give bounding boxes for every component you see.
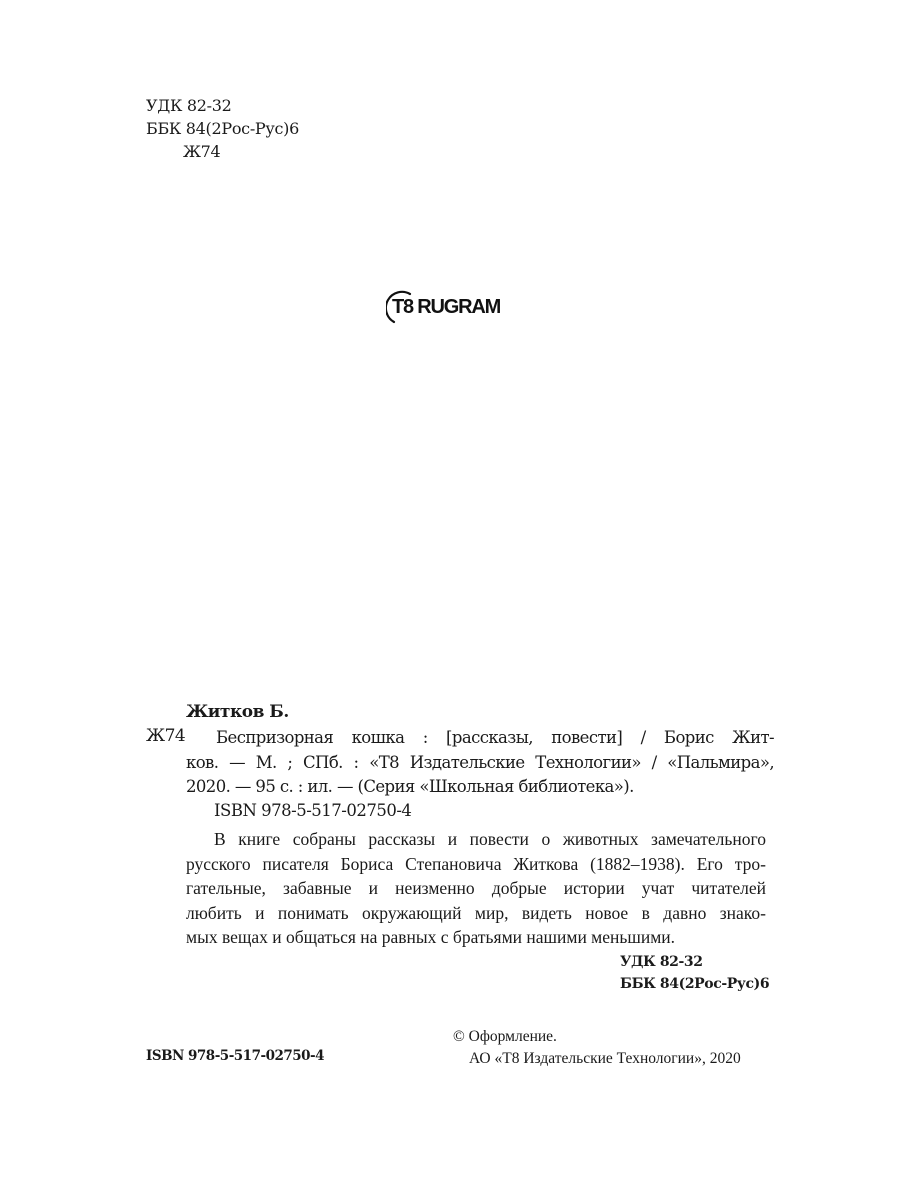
author-mark: Ж74 [183, 142, 221, 161]
catalog-author-mark: Ж74 [146, 726, 186, 746]
annotation-line: В книге собраны рассказы и повести о животных замечательного [214, 829, 766, 849]
bbk-code: ББК 84(2Рос-Рус)6 [620, 976, 770, 992]
bbk-code: ББК 84(2Рос-Рус)6 [146, 119, 299, 138]
copyright-notice [453, 1026, 741, 1070]
udk-code: УДК 82-32 [620, 954, 703, 970]
annotation-line: любить и понимать окружающий мир, видеть новое в давно знако- [186, 902, 766, 923]
udk-code: УДК 82-32 [146, 96, 232, 115]
isbn-bottom: ISBN 978-5-517-02750-4 [146, 1048, 325, 1064]
annotation-line: мых вещах и общаться на равных с братьями нашими меньшими. [186, 927, 676, 947]
book-annotation [186, 827, 766, 950]
annotation-line: гательные, забавные и неизменно добрые истории учат читателей [186, 878, 766, 898]
copyright-line-2: АО «Т8 Издательские Технологии», 2020 [469, 1050, 741, 1067]
catalog-line: Беспризорная кошка : [рассказы, повести] / Борис Жит- [216, 728, 774, 747]
classification-codes-bottom [620, 951, 769, 995]
copyright-line-1: © Оформление. [453, 1028, 557, 1045]
classification-codes-top [146, 94, 299, 163]
catalog-line: 2020. — 95 с. : ил. — (Серия «Школьная библиотека»). [186, 777, 634, 796]
annotation-line: русского писателя Бориса Степановича Житкова (1882–1938). Его тро- [186, 853, 766, 874]
catalog-author: Житков Б. [186, 702, 289, 722]
catalog-isbn: ISBN 978-5-517-02750-4 [214, 801, 412, 820]
logo-text: T8 RUGRAM [392, 296, 501, 318]
catalog-description [186, 726, 774, 800]
publisher-logo [386, 288, 526, 328]
catalog-line: ков. — М. ; СПб. : «Т8 Издательские Технологии» / «Пальмира», [186, 752, 774, 772]
